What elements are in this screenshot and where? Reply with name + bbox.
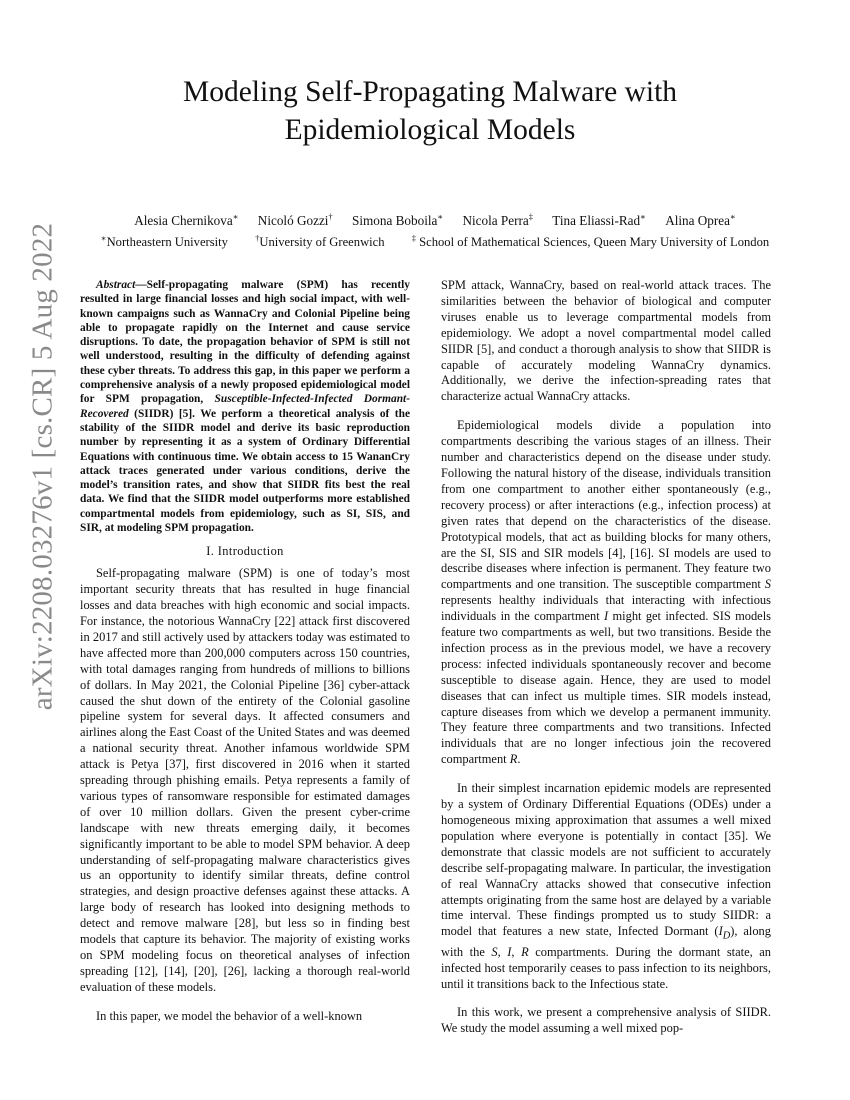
right-column	[441, 278, 771, 1050]
section-heading-introduction: I. Introduction	[206, 544, 284, 559]
paper-title	[80, 73, 780, 149]
paragraph: In this paper, we model the behavior of a well-known	[96, 1008, 363, 1023]
author: Nicoló Gozzi†	[257, 212, 333, 229]
arxiv-id-text: arXiv:2208.03276v1 [cs.CR] 5 Aug 2022	[26, 222, 59, 710]
paragraph: Epidemiological models divide a population into compartments describing the various stages of an illness. Their number and characteristics depend on the disease under study. Following the natural history of the disease, individuals transition from one compartment to another either spontaneously (e.g., recovery process) or after interactions (e.g., infection process) at given rates that depend on the characteristics of the disease. Prototypical models, that act as building blocks for many others, are the SI, SIS and SIR models [4], [16]. SI models are used to describe diseases where infection is permanent. They feature two compartments and one transition. The susceptible compartment S represents healthy individuals that interacting with infectious individuals in the compartment I might get infected. SIS models feature two compartments as well, but two transitions. Beside the infection process as in the previous model, we have a recovery process: infected individuals spontaneously recover and become susceptible to disease again. Hence, they are used to model diseases that can infect us multiple times. SIR models instead, capture diseases from which we develop a permanent immunity. They feature three compartments and two transitions. Infected individuals that are no longer infectious join the recovered compartment R.	[441, 418, 771, 767]
math-symbol: I	[507, 944, 512, 959]
title-line-1: Modeling Self-Propagating Malware with	[182, 76, 678, 108]
author: Tina Eliassi-Rad∗	[552, 212, 646, 229]
abstract: Abstract—Self-propagating malware (SPM) has recently resulted in large financial losses and high social impact, with well-known campaigns such as WannaCry and Colonial Pipeline being able to propagate rapidly on the Internet and cause service disruptions. To date, the propagation behavior of SPM is still not well understood, resulting in the difficulty of defending against these cyber threats. To address this gap, in this paper we perform a comprehensive analysis of a newly proposed epidemiological model for SPM propagation, Susceptible-Infected-Infected Dormant-Recovered (SIIDR) [5]. We perform a theoretical analysis of the stability of the SIIDR model and derive its basic reproduction number by representing it as a system of Ordinary Differential Equations with continuous time. We obtain access to 15 WananCry attack traces generated under various conditions, derive the model’s transition rates, and show that SIIDR fits best the real data. We find that the SIIDR model outperforms more established compartmental models from epidemiology, such as SI, SIS, and SIR, at modeling SPM propagation.	[80, 279, 411, 535]
math-subscript: D	[722, 930, 731, 942]
arxiv-identifier-stamp	[26, 222, 60, 710]
abstract-label: Abstract	[96, 279, 136, 291]
paragraph: In this work, we present a comprehensive analysis of SIIDR. We study the model assuming a well mixed pop-	[441, 1005, 771, 1036]
author: Alina Oprea∗	[665, 212, 736, 229]
paragraph: Self-propagating malware (SPM) is one of today’s most important security threats that has resulted in huge financial losses and data breaches with high economic and social impacts. For instance, the notorious WannaCry [22] attack first discovered in 2017 and still actively used by attackers today was estimated to have affected more than 200,000 computers across 150 countries, with total damages ranging from hundreds of millions to billions of dollars. In May 2021, the Colonial Pipeline [36] cyber-attack caused the shut down of the entirety of the Colonial gasoline pipeline system for several days. It affected consumers and airlines along the East Coast of the United States and was deemed a national security threat. Another infamous worldwide SPM attack is Petya [37], first discovered in 2016 when it started spreading through phishing emails. Petya represents a family of various types of ransomware responsible for estimated damages of over 10 million dollars. Given the present cyber-crime landscape with new threats emerging daily, it becomes significantly important to be able to model SPM behavior. A deep understanding of self-propagating malware characteristics gives us an opportunity to identify similar threats, define control strategies, and design proactive defenses against these attacks. A large body of research has looked into designing methods to detect and remove malware [28], but less so in finding best models that capture its behavior. The majority of existing works on SPM modeling focus on theoretical analyses of infection spreading [12], [14], [20], [26], lacking a thorough real-world evaluation of these models.	[80, 566, 410, 994]
math-symbol: R	[521, 944, 529, 959]
author: Alesia Chernikova∗	[134, 212, 239, 229]
author: Simona Boboila∗	[352, 212, 444, 229]
math-symbol: I	[718, 924, 723, 939]
model-name: Susceptible-Infected-Infected Dormant-Recovered	[80, 393, 411, 420]
affiliation-list	[40, 233, 830, 250]
title-line-2: Epidemiological Models	[284, 114, 576, 146]
author: Nicola Perra‡	[462, 212, 533, 229]
paragraph: In their simplest incarnation epidemic models are represented by a system of Ordinary Differential Equations (ODEs) under a homogeneous mixing approximation that assumes a well mixed population where everyone is potentially in contact [35]. We demonstrate that classic models are not sufficient to accurately describe self-propagating malware. In particular, the investigation of real WannaCry attacks showed that consecutive infection attempts originating from the same host are delayed by a variable time interval. These findings prompted us to study SIIDR: a model that features a new state, Infected Dormant $(I_D)$, along with the S, I, R compartments. During the dormant state, an infected host temporarily ceases to pass infection to its neighbors, until it transitions back to the Infectious state.	[441, 781, 772, 991]
author-list	[60, 212, 810, 229]
left-column	[80, 278, 410, 1038]
affiliation: ‡ School of Mathematical Sciences, Queen Mary University of London	[411, 233, 770, 250]
math-symbol: S	[491, 944, 498, 959]
math-symbol: S	[764, 577, 771, 592]
paragraph: SPM attack, WannaCry, based on real-world attack traces. The similarities between the behavior of biological and computer viruses enable us to leverage compartmental models from epidemiology. We adopt a novel compartmental model called SIIDR [5], and conduct a thorough analysis to show that SIIDR is capable of accurately modeling WannaCry dynamics. Additionally, we derive the infection-spreading rates that characterize actual WannaCry attacks.	[441, 278, 771, 404]
math-symbol: R	[509, 752, 518, 767]
affiliation: ∗Northeastern University	[100, 233, 228, 250]
affiliation: †University of Greenwich	[255, 233, 385, 250]
math-symbol: I	[604, 609, 609, 624]
